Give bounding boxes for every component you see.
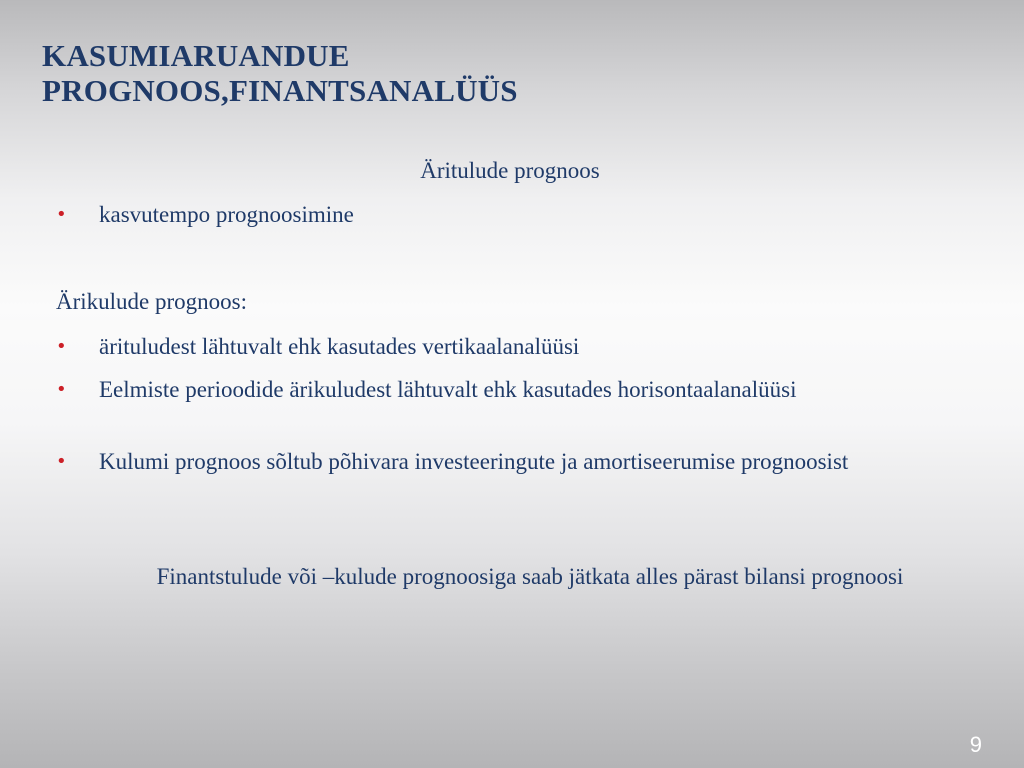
expense-heading: Ärikulude prognoos: [56, 289, 248, 314]
slide-title-line-2: PROGNOOS,FINANTSANALÜÜS [42, 73, 518, 108]
bullet-icon: • [56, 451, 67, 472]
page-number: 9 [969, 732, 982, 757]
bullet-icon: • [56, 379, 67, 400]
bullet-text: Eelmiste perioodide ärikuludest lähtuvalt ehk kasutades horisontaalanalüüsi [99, 377, 797, 402]
revenue-heading: Äritulude prognoos [420, 158, 600, 183]
bullet-text: ärituludest lähtuvalt ehk kasutades vertikaalanalüüsi [99, 334, 580, 359]
bullet-icon: • [56, 336, 67, 357]
bullet-icon: • [56, 204, 67, 225]
bullet-text: Kulumi prognoos sõltub põhivara investeeringute ja amortiseerumise prognoosist [99, 449, 849, 474]
bullet-text: kasvutempo prognoosimine [99, 202, 354, 227]
financial-note: Finantstulude või –kulude prognoosiga saab jätkata alles pärast bilansi prognoosi [156, 564, 904, 589]
slide-title-line-1: KASUMIARUANDUE [42, 38, 350, 73]
